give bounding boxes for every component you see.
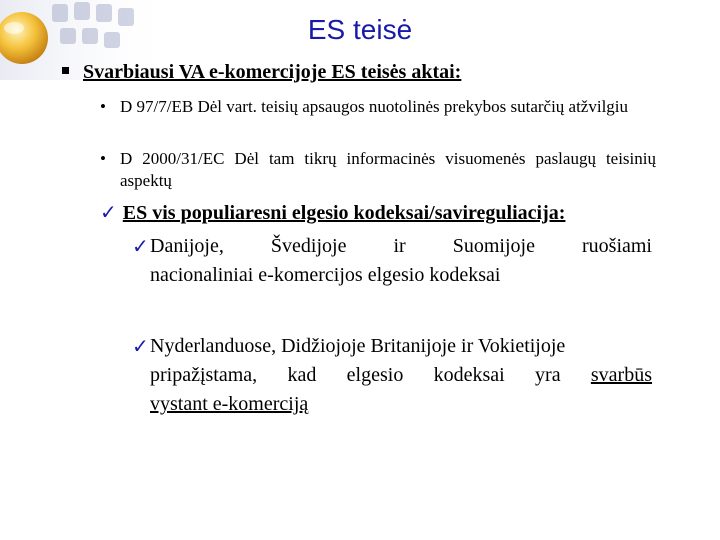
codes-heading-text: ES vis populiaresni elgesio kodeksai/savireguliacija: (122, 202, 566, 224)
square-bullet-icon (62, 67, 69, 74)
list-item (100, 96, 656, 118)
directive-text: D 97/7/EB Dėl vart. teisių apsaugos nuotolinės prekybos sutarčių atžvilgiu (120, 97, 629, 116)
list-item (100, 148, 656, 192)
bullet-icon: • (100, 97, 106, 116)
paragraph-line: Nyderlanduose, Didžiojoje Britanijoje ir Vokietijoje (150, 335, 566, 357)
bullet-icon: • (100, 149, 106, 168)
checkmark-icon: ✓ (132, 334, 149, 358)
checkmark-icon: ✓ (132, 234, 149, 258)
codes-heading (100, 200, 565, 225)
section-heading (62, 61, 461, 84)
paragraph-line (150, 361, 652, 390)
check-paragraph (132, 232, 652, 290)
underlined-text: vystant e-komerciją (150, 393, 309, 415)
directive-text: D 2000/31/EC Dėl tam tikrų informacinės visuomenės paslaugų teisinių aspektų (120, 149, 656, 190)
page-title: ES teisė (307, 14, 413, 45)
paragraph-text: pripažįstama, kad elgesio kodeksai yra (150, 364, 591, 386)
paragraph-line: Danijoje, Švedijoje ir Suomijoje ruošiami (150, 235, 652, 257)
underlined-text: svarbūs (590, 364, 652, 386)
check-paragraph (132, 332, 652, 419)
section-heading-text: Svarbiausi VA e-komercijoje ES teisės aktai: (83, 61, 462, 83)
checkmark-icon: ✓ (100, 200, 117, 224)
paragraph-line: nacionaliniai e-komercijos elgesio kodeksai (150, 264, 501, 286)
